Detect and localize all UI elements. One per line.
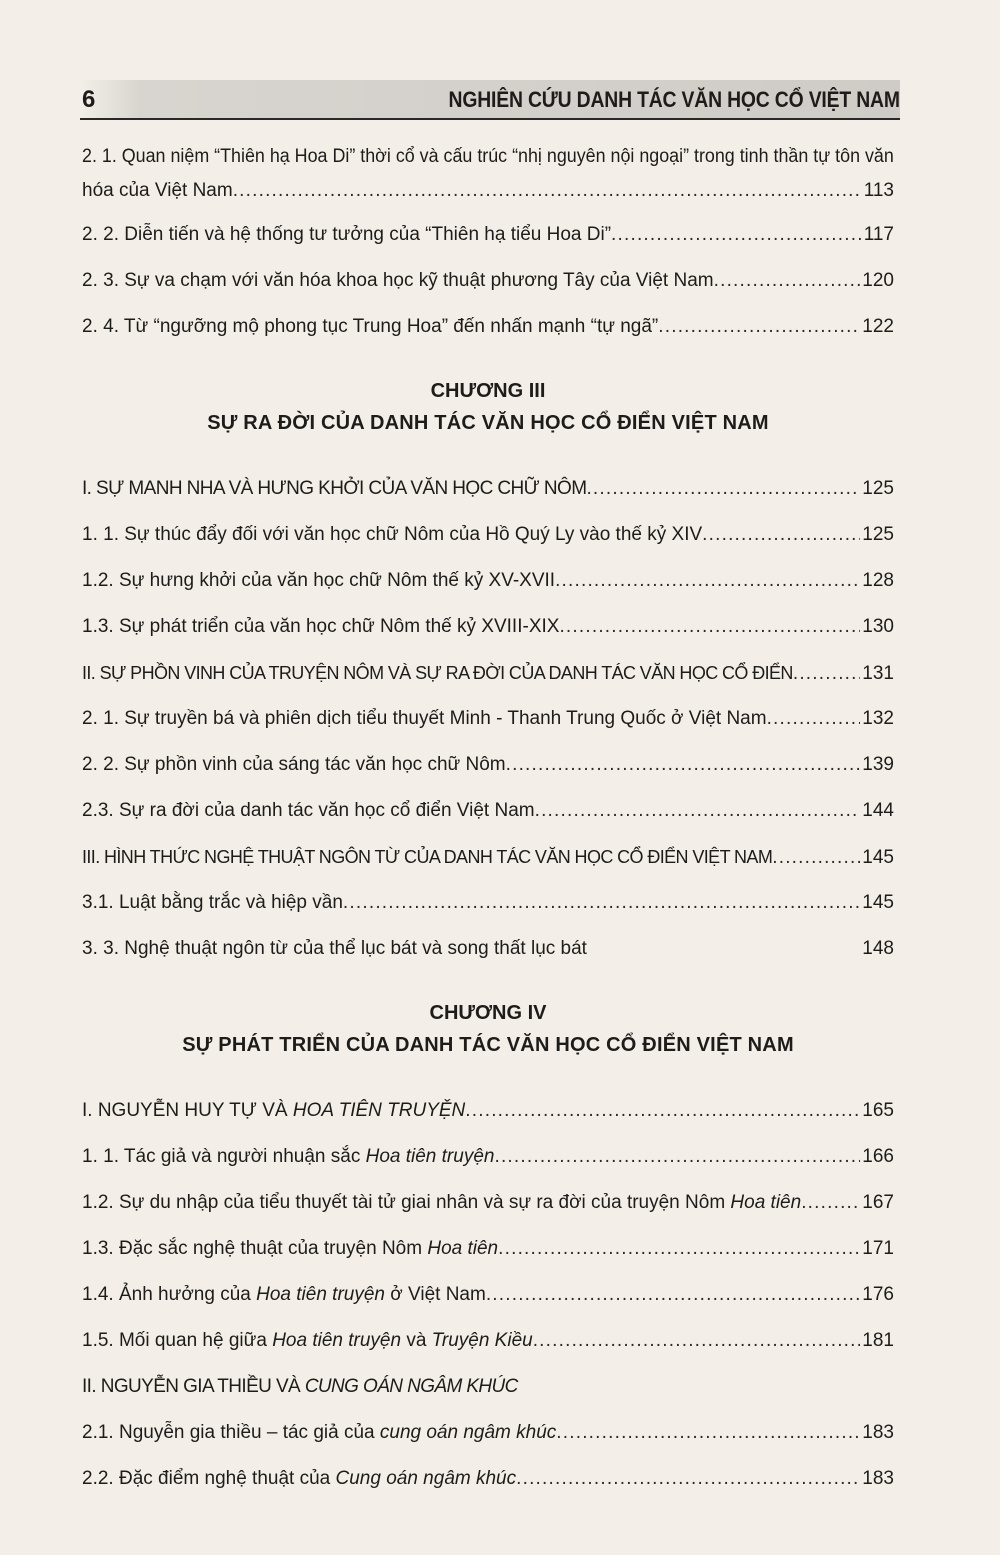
toc-entry-text: 3.1. Luật bằng trắc và hiệp vần (82, 892, 343, 913)
toc-entry-text: hóa của Việt Nam (82, 180, 233, 201)
leader-dots (516, 1462, 860, 1496)
page-number: 6 (82, 86, 96, 113)
chapter-title: SỰ PHÁT TRIỂN CỦA DANH TÁC VĂN HỌC CỔ ĐIỂN VIỆT NAM (182, 1034, 794, 1056)
toc-entry-italic: CUNG OÁN NGÂM KHÚC (304, 1376, 518, 1397)
toc-page-number: 130 (862, 616, 894, 637)
toc-entry-text: 1.2. Sự hưng khởi của văn học chữ Nôm thế kỷ XV-XVII (82, 570, 556, 591)
toc-entry-text: 2. 1. Sự truyền bá và phiên dịch tiểu thuyết Minh - Thanh Trung Quốc ở Việt Nam (82, 708, 767, 729)
toc-page-number: 113 (863, 180, 894, 201)
toc-entry[interactable] (82, 310, 894, 344)
toc-entry[interactable] (82, 1186, 894, 1220)
toc-entry-italic: Hoa tiên (427, 1238, 499, 1259)
toc-entry[interactable] (82, 1278, 894, 1312)
toc-entry-text (82, 1186, 801, 1220)
toc-page-number: 117 (863, 224, 894, 245)
toc-entry-text (82, 1370, 518, 1404)
toc-entry-text-part: 1.3. Đặc sắc nghệ thuật của truyện Nôm (82, 1238, 428, 1259)
toc-entry-text (82, 1416, 556, 1450)
toc-entry[interactable] (82, 840, 894, 875)
leader-dots (714, 264, 861, 298)
toc-page-number: 166 (862, 1146, 894, 1167)
toc-entry-italic: Hoa tiên truyện (256, 1284, 385, 1305)
toc-entry[interactable] (82, 1232, 894, 1266)
toc-entry[interactable] (82, 1370, 894, 1404)
toc-entry-text (82, 1232, 498, 1266)
toc-entry[interactable] (82, 794, 894, 828)
leader-dots (559, 610, 860, 644)
toc-entry-text-part: II. NGUYỄN GIA THIỀU VÀ (82, 1376, 305, 1397)
leader-dots (555, 564, 860, 598)
toc-entry-italic: Truyện Kiều (431, 1330, 533, 1351)
toc-entry-italic: Hoa tiên truyện (365, 1146, 495, 1167)
leader-dots (498, 1232, 860, 1266)
leader-dots (533, 1324, 861, 1358)
chapter-title: SỰ RA ĐỜI CỦA DANH TÁC VĂN HỌC CỔ ĐIỂN VIỆT NAM (207, 412, 769, 434)
leader-dots (586, 472, 860, 506)
toc-entry-text-part: 1.4. Ảnh hưởng của (82, 1284, 257, 1305)
toc-page-number: 148 (862, 938, 894, 959)
toc-entry-text: 2. 4. Từ “ngưỡng mộ phong tục Trung Hoa” đến nhấn mạnh “tự ngã” (82, 316, 659, 337)
book-title: NGHIÊN CỨU DANH TÁC VĂN HỌC CỔ VIỆT NAM (448, 87, 900, 112)
toc-entry-text (82, 1094, 465, 1128)
chapter-number: CHƯƠNG IV (429, 1002, 547, 1024)
toc-page-number: 125 (862, 524, 894, 545)
toc-page-number: 181 (862, 1330, 894, 1351)
leader-dots (486, 1278, 860, 1312)
toc-entry[interactable] (82, 1462, 894, 1496)
leader-dots (506, 748, 861, 782)
toc-entry-text (82, 1278, 486, 1312)
toc-page-number: 183 (862, 1468, 894, 1489)
toc-entry-italic: Hoa tiên (730, 1192, 802, 1213)
toc-entry[interactable] (82, 886, 894, 920)
toc-entry-text (82, 1324, 533, 1358)
toc-entry-text-line1: 2. 1. Quan niệm “Thiên hạ Hoa Di” thời cổ và cấu trúc “nhị nguyên nội ngoại” trong tinh thần tự tôn văn (82, 146, 894, 167)
toc-page-number: 183 (862, 1422, 894, 1443)
toc-page-number: 139 (862, 754, 894, 775)
toc-entry[interactable] (82, 218, 894, 252)
toc-entry-text (82, 1462, 516, 1496)
toc-entry-italic: Cung oán ngâm khúc (335, 1468, 517, 1489)
toc-entry-text: 1.3. Sự phát triển của văn học chữ Nôm thế kỷ XVIII-XIX (82, 616, 560, 637)
leader-dots (611, 218, 862, 252)
toc-entry-text-part: ở Việt Nam (385, 1284, 486, 1305)
toc-entry[interactable] (82, 1416, 894, 1450)
leader-dots (556, 1416, 860, 1450)
leader-dots (793, 657, 860, 691)
toc-page-number: 145 (862, 847, 894, 868)
leader-dots (801, 1186, 860, 1220)
toc-entry[interactable] (82, 1324, 894, 1358)
toc-entry[interactable] (82, 748, 894, 782)
toc-entry-text: III. HÌNH THỨC NGHỆ THUẬT NGÔN TỪ CỦA DANH TÁC VĂN HỌC CỔ ĐIỂN VIỆT NAM (82, 847, 773, 867)
toc-entry-text: 2. 3. Sự va chạm với văn hóa khoa học kỹ thuật phương Tây của Việt Nam (82, 270, 714, 291)
toc-page-number: 128 (862, 570, 894, 591)
toc-entry-text: 2.3. Sự ra đời của danh tác văn học cổ điển Việt Nam (82, 800, 535, 821)
toc-page-number: 171 (862, 1238, 894, 1259)
toc-page-number: 131 (862, 663, 894, 684)
toc-entry[interactable] (82, 564, 894, 598)
toc-entry[interactable] (82, 1094, 894, 1128)
toc-page-number: 165 (862, 1100, 894, 1121)
leader-dots (767, 702, 861, 736)
toc-page-number: 125 (862, 478, 894, 499)
toc-entry-text: 3. 3. Nghệ thuật ngôn từ của thể lục bát và song thất lục bát (82, 938, 587, 959)
toc-entry[interactable] (82, 656, 894, 691)
leader-dots (702, 518, 860, 552)
leader-dots (535, 794, 861, 828)
leader-dots (494, 1140, 860, 1174)
toc-entry[interactable] (82, 932, 894, 966)
toc-entry-text: 2. 2. Sự phồn vinh của sáng tác văn học chữ Nôm (82, 754, 506, 775)
leader-dots (233, 174, 862, 208)
toc-entry[interactable] (82, 518, 894, 552)
toc-entry-text-part: I. NGUYỄN HUY TỰ VÀ (82, 1100, 293, 1121)
toc-entry[interactable] (82, 1140, 894, 1174)
toc-page-number: 122 (862, 316, 894, 337)
toc-entry-text-part: 1.2. Sự du nhập của tiểu thuyết tài tử giai nhân và sự ra đời của truyện Nôm (82, 1192, 731, 1213)
toc-entry-text: II. SỰ PHỒN VINH CỦA TRUYỆN NÔM VÀ SỰ RA ĐỜI CỦA DANH TÁC VĂN HỌC CỔ ĐIỂN (82, 663, 793, 683)
toc-entry-italic: Hoa tiên truyện (272, 1330, 402, 1351)
toc-entry[interactable] (82, 702, 894, 736)
toc-page-number: 120 (862, 270, 894, 291)
toc-entry-text-part: 2.2. Đặc điểm nghệ thuật của (82, 1468, 336, 1489)
toc-entry[interactable] (82, 610, 894, 644)
toc-page-number: 176 (862, 1284, 894, 1305)
toc-entry-text-part: 1. 1. Tác giả và người nhuận sắc (82, 1146, 366, 1167)
leader-dots (772, 841, 860, 875)
toc-page-number: 144 (862, 800, 894, 821)
leader-dots (658, 310, 860, 344)
leader-dots (465, 1094, 860, 1128)
toc-page-number: 132 (862, 708, 894, 729)
toc-entry[interactable] (82, 264, 894, 298)
toc-entry-text-part: 1.5. Mối quan hệ giữa (82, 1330, 273, 1351)
toc-entry-text: 2. 2. Diễn tiến và hệ thống tư tưởng của “Thiên hạ tiểu Hoa Di” (82, 224, 612, 245)
toc-entry-text (82, 1140, 494, 1174)
toc-entry-text: 1. 1. Sự thúc đẩy đối với văn học chữ Nôm của Hồ Quý Ly vào thế kỷ XIV (82, 524, 703, 545)
toc-page-number: 145 (862, 892, 894, 913)
toc-entry-italic: HOA TIÊN TRUYỆN (292, 1100, 466, 1121)
toc-entry-text: I. SỰ MANH NHA VÀ HƯNG KHỞI CỦA VĂN HỌC CHỮ NÔM (82, 478, 587, 499)
toc-page-number: 167 (862, 1192, 894, 1213)
leader-dots (343, 886, 860, 920)
toc-entry-text-part: 2.1. Nguyễn gia thiều – tác giả của (82, 1422, 380, 1443)
toc-entry-italic: cung oán ngâm khúc (379, 1422, 557, 1443)
toc-entry-text-part: và (401, 1330, 432, 1351)
header-rule (80, 118, 900, 120)
toc-entry[interactable] (82, 140, 894, 208)
chapter-number: CHƯƠNG III (430, 380, 546, 402)
toc-entry[interactable] (82, 472, 894, 506)
